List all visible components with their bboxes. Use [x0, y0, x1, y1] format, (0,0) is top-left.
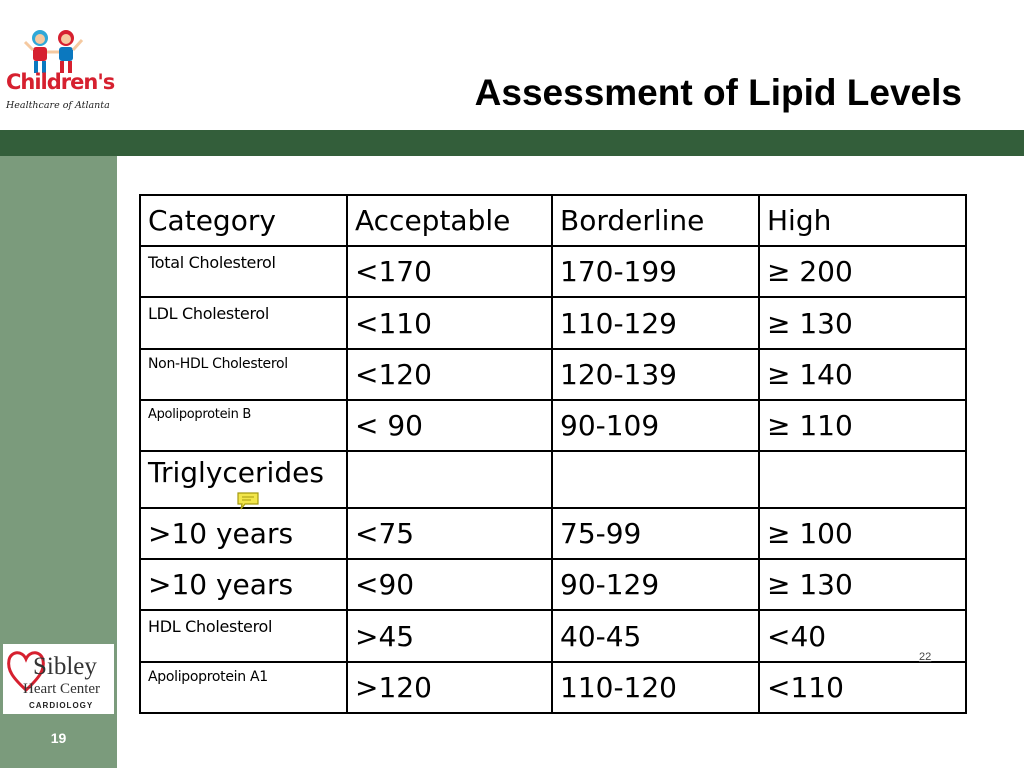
borderline-cell: 75-99 — [552, 508, 759, 559]
borderline-cell: 110-129 — [552, 297, 759, 348]
table-row — [140, 508, 966, 559]
category-cell: >10 years — [140, 559, 347, 610]
category-cell: LDL Cholesterol — [140, 297, 347, 348]
high-cell: <40 — [759, 610, 966, 661]
logo-name: Children's — [6, 70, 115, 94]
sibley-department: CARDIOLOGY — [29, 701, 94, 710]
page-number: 19 — [50, 730, 67, 746]
category-cell: Total Cholesterol — [140, 246, 347, 297]
header-divider-bar — [0, 130, 1024, 156]
borderline-cell: 110-120 — [552, 662, 759, 713]
comment-note-icon[interactable] — [236, 491, 260, 511]
header-cell-high: High — [759, 195, 966, 246]
category-cell: HDL Cholesterol — [140, 610, 347, 661]
table-header-row — [140, 195, 966, 246]
acceptable-cell: < 90 — [347, 400, 552, 451]
sibley-subtitle: Heart Center — [23, 681, 101, 697]
high-cell: ≥ 200 — [759, 246, 966, 297]
table-row — [140, 400, 966, 451]
childrens-logo — [2, 26, 114, 118]
header-cell-acceptable: Acceptable — [347, 195, 552, 246]
sibley-logo — [3, 644, 114, 714]
page-title: Assessment of Lipid Levels — [474, 72, 962, 113]
table-row — [140, 246, 966, 297]
table-row — [140, 451, 966, 508]
high-cell: ≥ 130 — [759, 297, 966, 348]
header-cell-borderline: Borderline — [552, 195, 759, 246]
category-cell: Non-HDL Cholesterol — [140, 349, 347, 400]
high-cell — [759, 451, 966, 508]
category-cell: Apolipoprotein A1 — [140, 662, 347, 713]
borderline-cell: 40-45 — [552, 610, 759, 661]
high-cell: ≥ 130 — [759, 559, 966, 610]
high-cell: <110 — [759, 662, 966, 713]
acceptable-cell: <120 — [347, 349, 552, 400]
table-row — [140, 349, 966, 400]
high-cell: ≥ 110 — [759, 400, 966, 451]
high-cell: ≥ 100 — [759, 508, 966, 559]
header-cell-category: Category — [140, 195, 347, 246]
borderline-cell: 170-199 — [552, 246, 759, 297]
category-cell: Apolipoprotein B — [140, 400, 347, 451]
table-row — [140, 297, 966, 348]
acceptable-cell: <90 — [347, 559, 552, 610]
acceptable-cell: >45 — [347, 610, 552, 661]
sibley-name: Sibley — [33, 653, 97, 680]
acceptable-cell: <110 — [347, 297, 552, 348]
lipid-levels-table — [139, 194, 967, 714]
acceptable-cell: <170 — [347, 246, 552, 297]
category-cell: Triglycerides — [140, 451, 347, 508]
slide-link[interactable]: 22 — [919, 651, 932, 663]
acceptable-cell — [347, 451, 552, 508]
acceptable-cell: <75 — [347, 508, 552, 559]
category-cell: >10 years — [140, 508, 347, 559]
table-row — [140, 662, 966, 713]
table-row — [140, 559, 966, 610]
logo-subtitle: Healthcare of Atlanta — [6, 100, 110, 111]
borderline-cell: 120-139 — [552, 349, 759, 400]
borderline-cell — [552, 451, 759, 508]
borderline-cell: 90-109 — [552, 400, 759, 451]
acceptable-cell: >120 — [347, 662, 552, 713]
high-cell: ≥ 140 — [759, 349, 966, 400]
table-row — [140, 610, 966, 661]
kids-logo-icon — [22, 26, 88, 76]
borderline-cell: 90-129 — [552, 559, 759, 610]
